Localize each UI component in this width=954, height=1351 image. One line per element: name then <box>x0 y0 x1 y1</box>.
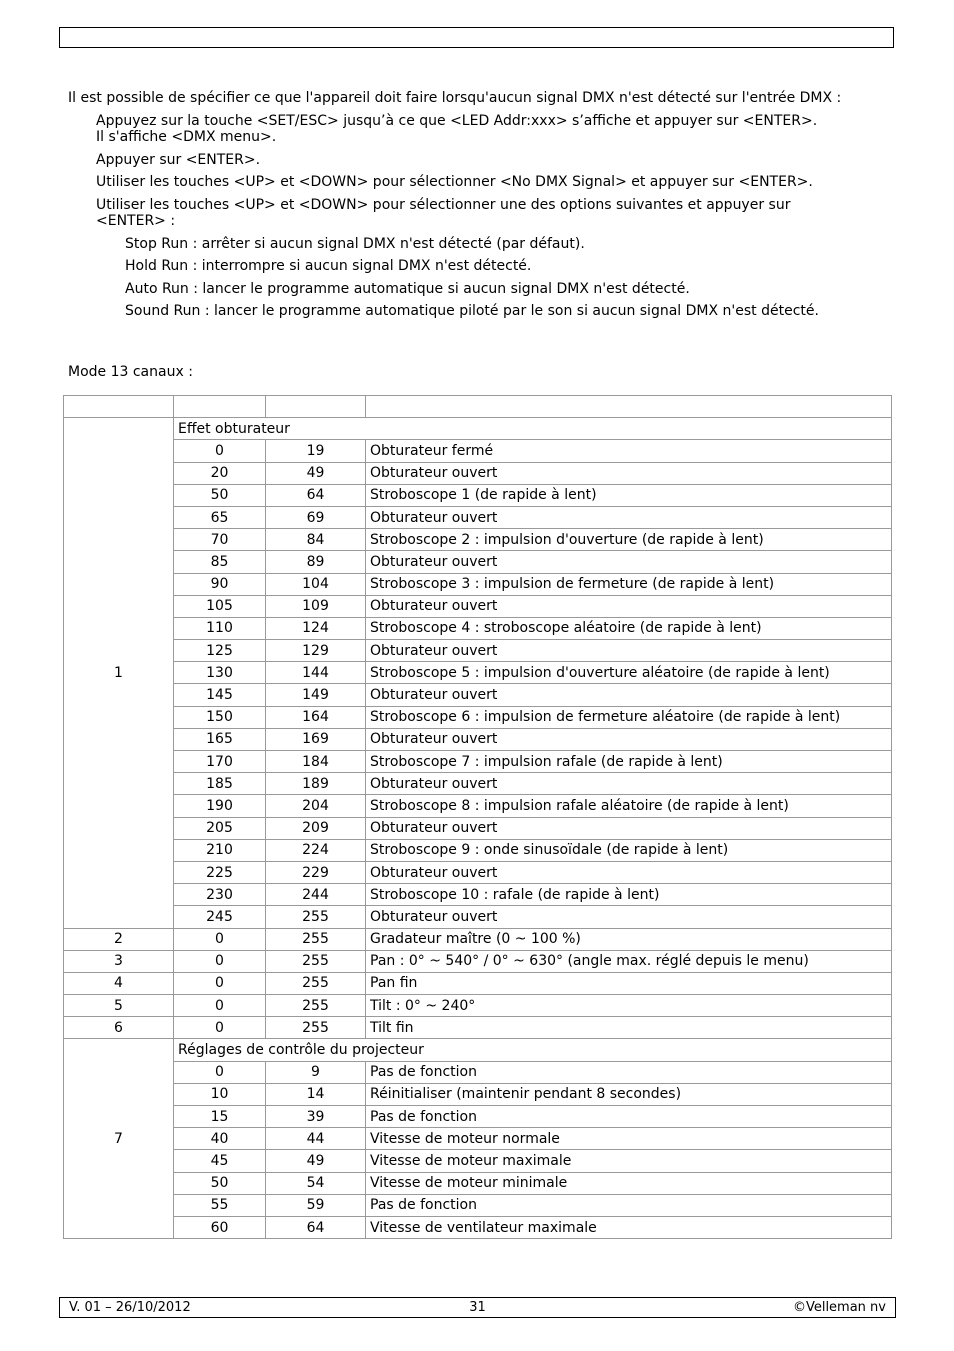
description-cell: Stroboscope 4 : stroboscope aléatoire (de rapide à lent) <box>366 617 892 639</box>
range-to-cell: 255 <box>266 906 366 928</box>
step-line: Utiliser les touches <UP> et <DOWN> pour sélectionner une des options suivantes et appuyer sur <box>96 196 791 213</box>
range-from-cell: 0 <box>174 1061 266 1083</box>
option-item <box>125 303 888 320</box>
table-row <box>64 506 892 528</box>
table-row <box>64 995 892 1017</box>
table-row <box>64 751 892 773</box>
table-row <box>64 1150 892 1172</box>
footer-copyright: ©Velleman nv <box>792 1300 886 1315</box>
table-row <box>64 906 892 928</box>
table-row <box>64 551 892 573</box>
range-from-cell: 20 <box>174 462 266 484</box>
description-cell: Obturateur ouvert <box>366 595 892 617</box>
range-to-cell: 104 <box>266 573 366 595</box>
range-to-cell: 69 <box>266 506 366 528</box>
description-cell: Tilt : 0° ~ 240° <box>366 995 892 1017</box>
range-to-cell: 169 <box>266 728 366 750</box>
footer-page-number: 31 <box>469 1300 486 1315</box>
table-row <box>64 884 892 906</box>
range-to-cell: 204 <box>266 795 366 817</box>
step-line: Il s'affiche <DMX menu>. <box>96 129 277 145</box>
function-title-cell: Effet obturateur <box>174 418 892 440</box>
channel-cell: 3 <box>64 950 174 972</box>
table-row <box>64 484 892 506</box>
range-from-cell: 0 <box>174 1017 266 1039</box>
range-to-cell: 64 <box>266 484 366 506</box>
step-line: <ENTER> : <box>96 213 176 229</box>
description-cell: Vitesse de moteur normale <box>366 1128 892 1150</box>
description-cell: Stroboscope 5 : impulsion d'ouverture aléatoire (de rapide à lent) <box>366 662 892 684</box>
range-to-cell: 124 <box>266 617 366 639</box>
range-from-cell: 0 <box>174 950 266 972</box>
range-to-cell: 9 <box>266 1061 366 1083</box>
header-cell <box>174 396 266 418</box>
range-to-cell: 84 <box>266 529 366 551</box>
range-to-cell: 164 <box>266 706 366 728</box>
range-from-cell: 230 <box>174 884 266 906</box>
table-row <box>64 1061 892 1083</box>
table-row <box>64 950 892 972</box>
range-to-cell: 54 <box>266 1172 366 1194</box>
range-from-cell: 225 <box>174 861 266 883</box>
description-cell: Obturateur ouvert <box>366 906 892 928</box>
instruction-step <box>96 113 888 146</box>
instructions-block <box>68 90 888 326</box>
footer-version: V. 01 – 26/10/2012 <box>69 1300 191 1315</box>
range-to-cell: 39 <box>266 1106 366 1128</box>
table-row <box>64 684 892 706</box>
range-from-cell: 125 <box>174 640 266 662</box>
header-cell <box>266 396 366 418</box>
description-cell: Obturateur fermé <box>366 440 892 462</box>
range-to-cell: 229 <box>266 861 366 883</box>
description-cell: Obturateur ouvert <box>366 640 892 662</box>
table-row <box>64 728 892 750</box>
table-header-row <box>64 396 892 418</box>
table-row <box>64 706 892 728</box>
channel-cell: 7 <box>64 1039 174 1239</box>
range-to-cell: 49 <box>266 1150 366 1172</box>
step-line: Appuyez sur la touche <SET/ESC> jusqu’à ce que <LED Addr:xxx> s’affiche et appuyer sur <ENTER>. <box>96 112 818 129</box>
table-row <box>64 928 892 950</box>
description-cell: Pas de fonction <box>366 1194 892 1216</box>
range-from-cell: 85 <box>174 551 266 573</box>
range-to-cell: 144 <box>266 662 366 684</box>
description-cell: Obturateur ouvert <box>366 551 892 573</box>
description-cell: Obturateur ouvert <box>366 728 892 750</box>
range-to-cell: 184 <box>266 751 366 773</box>
function-title-cell: Réglages de contrôle du projecteur <box>174 1039 892 1061</box>
channel-cell: 6 <box>64 1017 174 1039</box>
table-row <box>64 440 892 462</box>
range-from-cell: 55 <box>174 1194 266 1216</box>
range-from-cell: 130 <box>174 662 266 684</box>
range-from-cell: 0 <box>174 928 266 950</box>
table-row <box>64 1106 892 1128</box>
range-to-cell: 189 <box>266 773 366 795</box>
range-to-cell: 109 <box>266 595 366 617</box>
table-row <box>64 1216 892 1238</box>
description-cell: Pan : 0° ~ 540° / 0° ~ 630° (angle max. réglé depuis le menu) <box>366 950 892 972</box>
range-to-cell: 44 <box>266 1128 366 1150</box>
step-line: Utiliser les touches <UP> et <DOWN> pour sélectionner <No DMX Signal> et appuyer sur <ENTER>. <box>96 174 813 190</box>
range-from-cell: 185 <box>174 773 266 795</box>
description-cell: Pas de fonction <box>366 1106 892 1128</box>
description-cell: Stroboscope 8 : impulsion rafale aléatoire (de rapide à lent) <box>366 795 892 817</box>
range-from-cell: 170 <box>174 751 266 773</box>
option-item <box>125 258 888 275</box>
range-from-cell: 245 <box>174 906 266 928</box>
range-to-cell: 244 <box>266 884 366 906</box>
description-cell: Stroboscope 6 : impulsion de fermeture aléatoire (de rapide à lent) <box>366 706 892 728</box>
range-to-cell: 255 <box>266 950 366 972</box>
table-row <box>64 640 892 662</box>
description-cell: Obturateur ouvert <box>366 861 892 883</box>
description-cell: Réinitialiser (maintenir pendant 8 secondes) <box>366 1083 892 1105</box>
range-to-cell: 14 <box>266 1083 366 1105</box>
range-to-cell: 255 <box>266 928 366 950</box>
range-from-cell: 50 <box>174 484 266 506</box>
range-from-cell: 150 <box>174 706 266 728</box>
table-row <box>64 795 892 817</box>
table-row <box>64 817 892 839</box>
range-to-cell: 19 <box>266 440 366 462</box>
range-to-cell: 255 <box>266 972 366 994</box>
range-from-cell: 40 <box>174 1128 266 1150</box>
range-to-cell: 129 <box>266 640 366 662</box>
description-cell: Stroboscope 7 : impulsion rafale (de rapide à lent) <box>366 751 892 773</box>
step-line: Auto Run : lancer le programme automatique si aucun signal DMX n'est détecté. <box>125 280 690 297</box>
range-from-cell: 210 <box>174 839 266 861</box>
range-from-cell: 50 <box>174 1172 266 1194</box>
range-to-cell: 49 <box>266 462 366 484</box>
description-cell: Vitesse de moteur maximale <box>366 1150 892 1172</box>
table-row <box>64 773 892 795</box>
page-footer <box>59 1297 896 1318</box>
step-line: Sound Run : lancer le programme automatique piloté par le son si aucun signal DMX n'est détecté. <box>125 303 819 319</box>
range-from-cell: 10 <box>174 1083 266 1105</box>
table-row <box>64 462 892 484</box>
range-from-cell: 190 <box>174 795 266 817</box>
range-to-cell: 255 <box>266 1017 366 1039</box>
description-cell: Stroboscope 2 : impulsion d'ouverture (de rapide à lent) <box>366 529 892 551</box>
range-to-cell: 209 <box>266 817 366 839</box>
description-cell: Obturateur ouvert <box>366 817 892 839</box>
table-row <box>64 1194 892 1216</box>
range-from-cell: 105 <box>174 595 266 617</box>
description-cell: Obturateur ouvert <box>366 773 892 795</box>
range-from-cell: 70 <box>174 529 266 551</box>
description-cell: Obturateur ouvert <box>366 684 892 706</box>
channel-cell: 5 <box>64 995 174 1017</box>
table-row <box>64 617 892 639</box>
range-from-cell: 65 <box>174 506 266 528</box>
range-from-cell: 60 <box>174 1216 266 1238</box>
description-cell: Stroboscope 10 : rafale (de rapide à lent) <box>366 884 892 906</box>
table-row <box>64 529 892 551</box>
description-cell: Gradateur maître (0 ~ 100 %) <box>366 928 892 950</box>
range-from-cell: 110 <box>174 617 266 639</box>
description-cell: Pas de fonction <box>366 1061 892 1083</box>
channel-cell: 4 <box>64 972 174 994</box>
range-from-cell: 0 <box>174 972 266 994</box>
table-row <box>64 1039 892 1061</box>
description-cell: Tilt fin <box>366 1017 892 1039</box>
table-row <box>64 1172 892 1194</box>
instruction-step <box>96 197 888 230</box>
range-to-cell: 59 <box>266 1194 366 1216</box>
range-from-cell: 205 <box>174 817 266 839</box>
range-from-cell: 145 <box>174 684 266 706</box>
table-row <box>64 573 892 595</box>
range-from-cell: 165 <box>174 728 266 750</box>
description-cell: Obturateur ouvert <box>366 506 892 528</box>
table-row <box>64 1017 892 1039</box>
description-cell: Stroboscope 9 : onde sinusoïdale (de rapide à lent) <box>366 839 892 861</box>
description-cell: Obturateur ouvert <box>366 462 892 484</box>
range-from-cell: 15 <box>174 1106 266 1128</box>
table-row <box>64 839 892 861</box>
range-from-cell: 0 <box>174 440 266 462</box>
table-row <box>64 418 892 440</box>
table-row <box>64 1083 892 1105</box>
range-from-cell: 0 <box>174 995 266 1017</box>
header-cell <box>64 396 174 418</box>
option-item <box>125 281 888 298</box>
description-cell: Stroboscope 1 (de rapide à lent) <box>366 484 892 506</box>
steps-list <box>68 113 888 320</box>
step-line: Hold Run : interrompre si aucun signal DMX n'est détecté. <box>125 258 532 274</box>
instruction-step <box>96 174 888 191</box>
option-item <box>125 236 888 253</box>
table-row <box>64 861 892 883</box>
instruction-step <box>96 152 888 169</box>
description-cell: Pan fin <box>366 972 892 994</box>
description-cell: Vitesse de moteur minimale <box>366 1172 892 1194</box>
intro-paragraph: Il est possible de spécifier ce que l'appareil doit faire lorsqu'aucun signal DMX n'est détecté sur l'entrée DMX : <box>68 90 842 106</box>
range-to-cell: 64 <box>266 1216 366 1238</box>
range-to-cell: 149 <box>266 684 366 706</box>
range-to-cell: 255 <box>266 995 366 1017</box>
page-header-box <box>59 27 894 48</box>
table-row <box>64 662 892 684</box>
step-line: Stop Run : arrêter si aucun signal DMX n'est détecté (par défaut). <box>125 235 585 252</box>
description-cell: Vitesse de ventilateur maximale <box>366 1216 892 1238</box>
table-row <box>64 595 892 617</box>
step-line: Appuyer sur <ENTER>. <box>96 151 261 168</box>
channel-cell: 1 <box>64 418 174 928</box>
description-cell: Stroboscope 3 : impulsion de fermeture (de rapide à lent) <box>366 573 892 595</box>
range-to-cell: 89 <box>266 551 366 573</box>
range-from-cell: 45 <box>174 1150 266 1172</box>
range-from-cell: 90 <box>174 573 266 595</box>
channel-cell: 2 <box>64 928 174 950</box>
table-row <box>64 1128 892 1150</box>
header-cell <box>366 396 892 418</box>
dmx-channel-table <box>63 395 892 1239</box>
range-to-cell: 224 <box>266 839 366 861</box>
table-row <box>64 972 892 994</box>
mode-title: Mode 13 canaux : <box>68 364 193 380</box>
